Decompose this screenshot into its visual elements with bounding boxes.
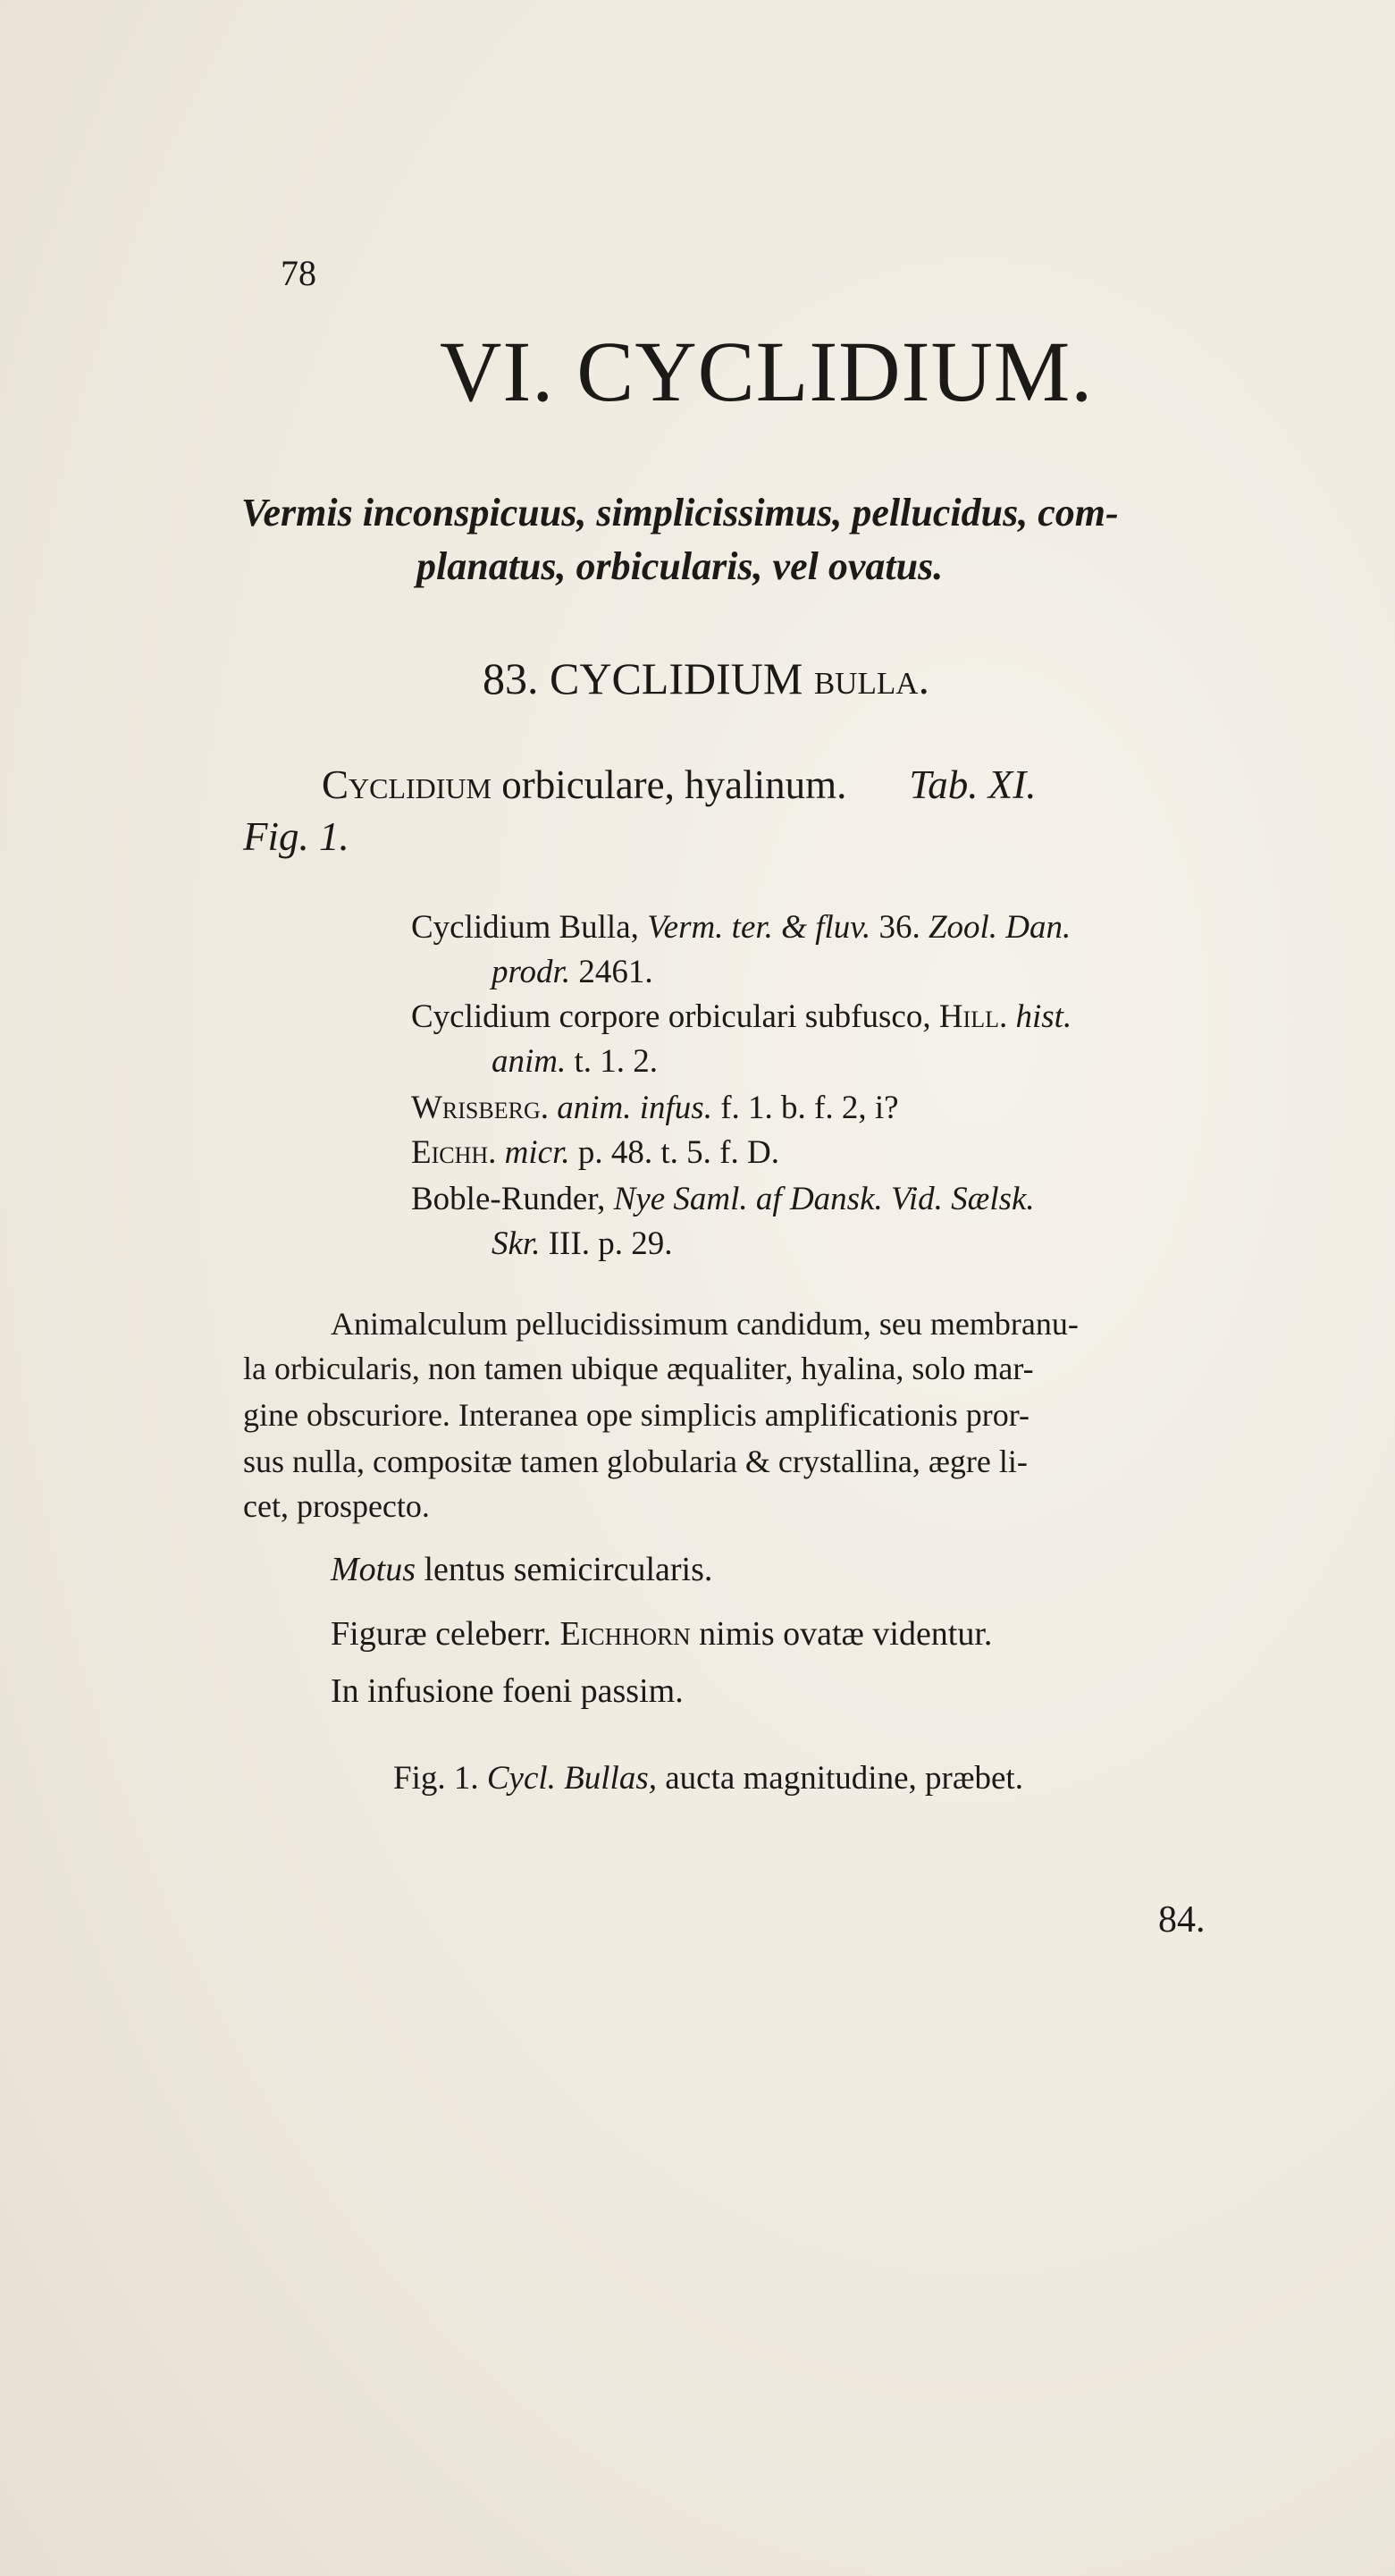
description-line: gine obscuriore. Interanea ope simplicis amplificationis pror- xyxy=(243,1397,1029,1433)
synonym-line xyxy=(492,1042,658,1081)
synonym-work: Nye Saml. af Dansk. Vid. Sælsk. xyxy=(613,1181,1035,1217)
synonym-text: Cyclidium corpore orbiculari subfusco, xyxy=(411,998,939,1035)
diagnosis-genus: Cyclidium xyxy=(322,762,492,807)
page-number: 78 xyxy=(281,253,316,293)
synonym-text: Boble-Runder, xyxy=(411,1181,614,1217)
synonym-work: Zool. Dan. xyxy=(928,909,1071,946)
species-heading xyxy=(483,652,929,704)
synonym-author: Wrisberg. xyxy=(411,1090,549,1126)
genus-heading: VI. CYCLIDIUM. xyxy=(440,324,1094,419)
synonym-work: anim. xyxy=(492,1043,567,1080)
figure-caption xyxy=(393,1759,1023,1797)
synonym-work: prodr. xyxy=(492,954,571,990)
description-line: cet, prospecto. xyxy=(243,1488,430,1524)
motus-line xyxy=(331,1550,712,1589)
synonym-ref: f. 1. b. f. 2, i? xyxy=(711,1090,899,1126)
synonym-work: Verm. ter. & fluv. xyxy=(647,909,871,946)
diagnosis-text: orbiculare, hyalinum. xyxy=(492,762,847,807)
synonym-work: micr. xyxy=(496,1134,570,1171)
motus-label: Motus xyxy=(331,1551,416,1588)
description-line: Animalculum pellucidissimum candidum, seu membranu- xyxy=(331,1306,1079,1342)
figure-caption-label: Fig. 1. xyxy=(393,1760,487,1797)
species-name: bulla. xyxy=(813,653,929,703)
figure-caption-text: aucta magnitudine, præbet. xyxy=(656,1760,1023,1797)
habitat-line: In infusione foeni passim. xyxy=(331,1672,684,1710)
description-line: la orbicularis, non tamen ubique æqualiter, hyalina, solo mar- xyxy=(243,1351,1034,1386)
synonym-ref: t. 1. 2. xyxy=(566,1043,659,1080)
diagnosis-tab-ref: Tab. XI. xyxy=(909,762,1037,807)
synonym-text: Cyclidium Bulla, xyxy=(411,909,648,946)
description-line: sus nulla, compositæ tamen globularia & crystallina, ægre li- xyxy=(243,1444,1028,1479)
figurae-remark: nimis ovatæ videntur. xyxy=(690,1615,993,1653)
synonym-work: Skr. xyxy=(492,1225,541,1262)
synonym-line xyxy=(411,1180,1035,1218)
motus-text: lentus semicircularis. xyxy=(416,1551,713,1588)
figure-caption-title: Cycl. Bullas, xyxy=(486,1760,657,1797)
synonym-line xyxy=(411,1089,899,1127)
genus-definition-line-2: planatus, orbicularis, vel ovatus. xyxy=(416,544,944,588)
synonym-line xyxy=(411,908,1071,947)
diagnosis-fig-ref: Fig. 1. xyxy=(243,814,349,859)
catchword: 84. xyxy=(1158,1899,1206,1940)
synonym-line xyxy=(411,1133,779,1172)
synonym-line xyxy=(492,953,653,991)
synonym-ref: 36. xyxy=(870,909,929,946)
figurae-line xyxy=(331,1614,992,1654)
genus-definition-line-1: Vermis inconspicuus, simplicissimus, pellucidus, com- xyxy=(241,491,1119,535)
synonym-author: Eichh. xyxy=(411,1134,497,1171)
figurae-text: Figuræ celeberr. xyxy=(331,1615,560,1653)
synonym-author: Hill. xyxy=(938,998,1008,1035)
species-number: 83. xyxy=(483,653,539,703)
synonym-ref: 2461. xyxy=(570,954,653,990)
diagnosis-line-1 xyxy=(322,762,1037,808)
synonym-ref: p. 48. t. 5. f. D. xyxy=(569,1134,779,1171)
synonym-work: hist. xyxy=(1007,998,1072,1035)
synonym-line xyxy=(492,1225,672,1263)
figurae-author: Eichhorn xyxy=(559,1615,691,1653)
species-genus: CYCLIDIUM xyxy=(550,653,803,703)
synonym-line xyxy=(411,998,1071,1036)
synonym-work: anim. infus. xyxy=(548,1090,712,1126)
synonym-ref: III. p. 29. xyxy=(540,1225,673,1262)
